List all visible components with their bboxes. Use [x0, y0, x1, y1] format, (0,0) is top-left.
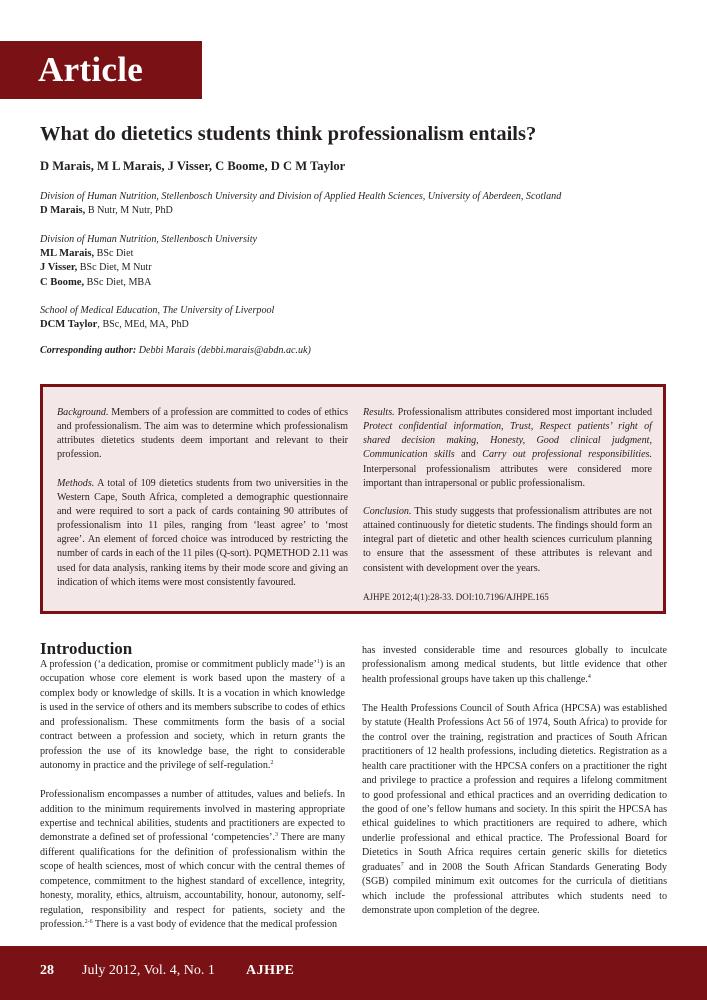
paragraph: A profession (‘a dedication, promise or commitment publicly made’$^1$) is an occupation whose core element is work based upon the mastery of a complex body or knowledge of skills. It is a vocation in which knowledge is used in the service of others and its members subscribe to codes of ethics and professionalism. These commitments form the basis of a social contract between a profession and society, which in return grants the profession the use of its knowledge base, the right to considerable autonomy in practice and the privilege of self-regulation.$^2$ — [40, 659, 345, 772]
affiliation-block — [40, 233, 680, 290]
abstract-background: Background. Members of a profession are committed to codes of ethics and professionalism. The aim was to determine which professionalism attributes dietetics students deem important and relevant to their profession. — [57, 407, 348, 461]
issue-info: July 2012, Vol. 4, No. 1 — [82, 963, 215, 978]
author-list: D Marais, M L Marais, J Visser, C Boome, D C M Taylor — [40, 159, 346, 173]
section-heading-introduction: Introduction — [40, 639, 133, 658]
affiliation-institution: School of Medical Education, The University of Liverpool — [40, 305, 275, 316]
affiliation-institution: Division of Human Nutrition, Stellenbosch University — [40, 234, 257, 245]
affiliation-member: C Boome, BSc Diet, MBA — [40, 276, 152, 288]
abstract-citation: AJHPE 2012;4(1):28-33. DOI:10.7196/AJHPE.165 — [363, 591, 549, 602]
abstract-right-column — [363, 406, 652, 618]
page-number: 28 — [40, 963, 54, 978]
corresponding-author: Corresponding author: Debbi Marais (debbi.marais@abdn.ac.uk) — [40, 345, 311, 356]
abstract-results: Results. Professionalism attributes considered most important included Protect confidential information, Trust, Respect patients’ right of shared decision making, Honesty, Good clinical judgment, Communication skills and Carry out professional responsibilities. Interpersonal professionalism attributes were considered more important than intrapersonal or public professionalism. — [363, 407, 652, 489]
paragraph: has invested considerable time and resources globally to inculcate professionalism among medical students, but little evidence that other health professional groups have taken up this challenge.$^4$ — [362, 645, 667, 685]
affiliation-member: J Visser, BSc Diet, M Nutr — [40, 262, 152, 274]
journal-name: AJHPE — [246, 963, 295, 978]
paragraph: The Health Professions Council of South Africa (HPCSA) was established by statute (Health Professions Act 56 of 1974, South Africa) to provide for the control over the training, registration and practices of South African practitioners of 12 health professions, including dietetics. Registration as a health care practitioner with the HPCSA confers on a practitioner the right and privilege to practice a profession and requires a lifelong commitment to good professional and ethical practices and an overriding dedication to the good of one’s fellow humans and society. In this spirit the HPCSA has ethical guidelines to which practitioners are required to adhere, which underlie professional and ethical practice. The Professional Board for Dietetics in South Africa requires certain generic skills for dietetics graduates$^7$ and in 2008 the South African Standards Generating Body (SGB) compiled minimum exit outcomes for the curricula of dietitians which include the professional attributes which students need to demonstrate upon completion of the degree. — [362, 702, 667, 917]
abstract-box — [40, 384, 666, 614]
affiliation-member: DCM Taylor, BSc, MEd, MA, PhD — [40, 319, 189, 331]
affiliation-institution: Division of Human Nutrition, Stellenbosch University and Division of Applied Health Sciences, University of Aberdeen, Scotland — [40, 191, 562, 202]
page-footer — [0, 946, 707, 1000]
paragraph: Professionalism encompasses a number of attitudes, values and beliefs. In addition to the minimum requirements involved in mastering appropriate expertise and technical abilities, students and practitioners are expected to demonstrate a defined set of professional ‘competencies’.$^3$ There are many different qualifications for the definition of professionalism within the scope of health sciences, most of which concur with the central themes of competence, commitment to the highest standard of excellence, integrity, honesty, morality, ethics, altruism, accountability, honour, autonomy, self-regulation, responsibility and respect for patients, society and the profession.$^{2-6}$ There is a vast body of evidence that the medical profession — [40, 789, 345, 931]
abstract-methods: Methods. A total of 109 dietetics students from two universities in the Western Cape, South Africa, completed a demographic questionnaire and were required to sort a pack of cards containing 90 attributes of professionalism into 11 piles, ranging from ‘least agree’ to ‘most agree’. An element of forced choice was introduced by restricting the number of cards in each of the 11 piles (Q-sort). PQMETHOD 2.11 was used for data analysis, ranking items by their mode score and giving an indication of which items were most consistently favoured. — [57, 477, 348, 588]
affiliation-block — [40, 190, 680, 218]
section-label: Article — [38, 50, 144, 89]
abstract-conclusion: Conclusion. This study suggests that professionalism attributes are not attained continuously for dietetic students. The findings should form an integral part of dietetic and other health sciences curriculum planning to ensure that the assessment of these attributes is relevant and consistent with development over the years. — [363, 505, 652, 574]
body-right-column — [362, 644, 667, 933]
body-left-column — [40, 658, 345, 947]
affiliation-member: ML Marais, BSc Diet — [40, 248, 134, 260]
affiliation-member: D Marais, B Nutr, M Nutr, PhD — [40, 205, 173, 217]
abstract-left-column — [57, 406, 348, 604]
affiliation-block — [40, 304, 680, 332]
article-title: What do dietetics students think professionalism entails? — [40, 123, 537, 145]
